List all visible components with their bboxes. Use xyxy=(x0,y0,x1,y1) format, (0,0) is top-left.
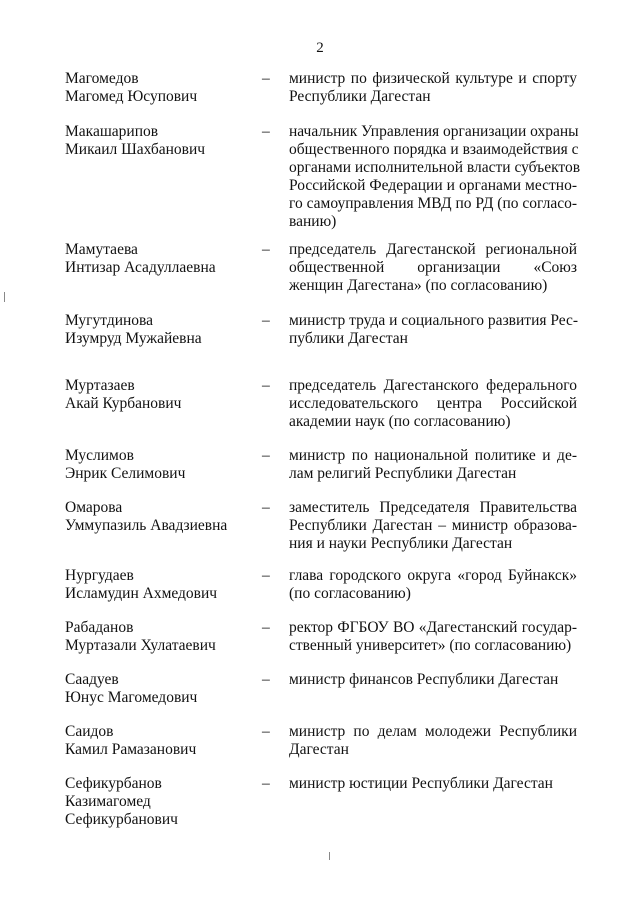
member-name xyxy=(65,70,250,106)
member-name-line: Саадуев xyxy=(65,671,119,688)
member-position xyxy=(289,567,577,603)
member-name-line: Сефикурбанов xyxy=(65,775,162,792)
member-position xyxy=(289,312,577,348)
member-position-line: ния и науки Республики Дагестан xyxy=(289,535,513,552)
member-name-line: Камил Рамазанович xyxy=(65,741,197,758)
member-position-line: ственный университет» (по согласованию) xyxy=(289,637,572,654)
member-name-line: Макашарипов xyxy=(65,123,159,140)
member-position-line: министр юстиции Республики Дагестан xyxy=(289,775,553,792)
member-position-line: заместитель Председателя Правительства xyxy=(289,499,577,516)
member-name-line: Казимагомед xyxy=(65,793,151,810)
separator-dash: – xyxy=(262,723,270,740)
member-position-line: го самоуправления МВД по РД (по согласо- xyxy=(289,195,577,212)
member-name-line: Мамутаева xyxy=(65,241,138,258)
member-name-line: Энрик Селимович xyxy=(65,465,186,482)
member-position-line: общественной организации «Союз xyxy=(289,259,577,276)
member-position xyxy=(289,723,577,759)
member-name-line: Исламудин Ахмедович xyxy=(65,585,218,602)
separator-dash: – xyxy=(262,312,270,329)
member-name xyxy=(65,377,250,413)
separator-dash: – xyxy=(262,775,270,792)
member-position xyxy=(289,123,581,231)
member-position-line: лам религий Республики Дагестан xyxy=(289,465,517,482)
member-position xyxy=(289,241,577,295)
member-name-line: Омарова xyxy=(65,499,123,516)
member-position-line: академии наук (по согласованию) xyxy=(289,413,511,430)
member-name xyxy=(65,671,250,707)
member-position xyxy=(289,447,577,483)
member-position-line: ректор ФГБОУ ВО «Дагестанский государ- xyxy=(289,619,577,636)
member-position-line: министр труда и социального развития Рес- xyxy=(289,312,579,329)
member-position-line: министр по делам молодежи Республики xyxy=(289,723,577,740)
page-number: 2 xyxy=(316,40,324,56)
member-name-line: Интизар Асадуллаевна xyxy=(65,259,216,276)
member-name-line: Мугутдинова xyxy=(65,312,154,329)
member-position-line: министр финансов Республики Дагестан xyxy=(289,671,559,688)
member-position-line: начальник Управления организации охраны xyxy=(289,123,579,140)
separator-dash: – xyxy=(262,377,270,394)
separator-dash: – xyxy=(262,499,270,516)
separator-dash: – xyxy=(262,567,270,584)
member-name-line: Магомедов xyxy=(65,70,139,87)
member-position xyxy=(289,619,577,655)
member-position-line: глава городского округа «город Буйнакск» xyxy=(289,567,577,584)
separator-dash: – xyxy=(262,241,270,258)
member-position-line: Республики Дагестан – министр образова- xyxy=(289,517,577,534)
member-name xyxy=(65,447,250,483)
member-name-line: Рабаданов xyxy=(65,619,134,636)
member-name-line: Саидов xyxy=(65,723,114,740)
separator-dash: – xyxy=(262,671,270,688)
member-name-line: Микаил Шахбанович xyxy=(65,141,206,158)
scan-speck xyxy=(4,292,5,302)
separator-dash: – xyxy=(262,447,270,464)
member-name xyxy=(65,567,250,603)
member-name-line: Уммупазиль Авадзиевна xyxy=(65,517,228,534)
member-position-line: Дагестан xyxy=(289,741,349,758)
member-name xyxy=(65,723,250,759)
member-position xyxy=(289,671,577,689)
member-position-line: Республики Дагестан xyxy=(289,88,431,105)
member-name-line: Муслимов xyxy=(65,447,134,464)
member-name xyxy=(65,775,250,829)
member-name-line: Сефикурбанович xyxy=(65,811,178,828)
member-position xyxy=(289,775,577,793)
member-position-line: председатель Дагестанской региональной xyxy=(289,241,577,258)
member-name xyxy=(65,499,250,535)
member-position-line: женщин Дагестана» (по согласованию) xyxy=(289,277,548,294)
separator-dash: – xyxy=(262,619,270,636)
member-name xyxy=(65,619,250,655)
member-position-line: председатель Дагестанского федерального xyxy=(289,377,577,394)
member-position xyxy=(289,377,577,431)
member-position-line: Российской Федерации и органами местно- xyxy=(289,177,577,194)
member-position-line: исследовательского центра Российской xyxy=(289,395,577,412)
member-position-line: публики Дагестан xyxy=(289,330,408,347)
scan-speck xyxy=(329,852,330,860)
member-position-line: (по согласованию) xyxy=(289,585,411,602)
member-position-line: органами исполнительной власти субъектов xyxy=(289,159,581,176)
member-position-line: министр по физической культуре и спорту xyxy=(289,70,577,87)
member-position xyxy=(289,499,577,553)
member-position-line: общественного порядка и взаимодействия с xyxy=(289,141,579,158)
separator-dash: – xyxy=(262,123,270,140)
member-name xyxy=(65,123,250,159)
member-position-line: ванию) xyxy=(289,213,337,230)
member-name xyxy=(65,241,250,277)
member-position xyxy=(289,70,577,106)
separator-dash: – xyxy=(262,70,270,87)
member-name-line: Муртазаев xyxy=(65,377,135,394)
member-name-line: Муртазали Хулатаевич xyxy=(65,637,216,654)
member-name-line: Магомед Юсупович xyxy=(65,88,198,105)
member-name xyxy=(65,312,250,348)
member-name-line: Нургудаев xyxy=(65,567,134,584)
member-name-line: Акай Курбанович xyxy=(65,395,182,412)
member-name-line: Юнус Магомедович xyxy=(65,689,198,706)
member-name-line: Изумруд Мужайевна xyxy=(65,330,202,347)
member-position-line: министр по национальной политике и де- xyxy=(289,447,577,464)
